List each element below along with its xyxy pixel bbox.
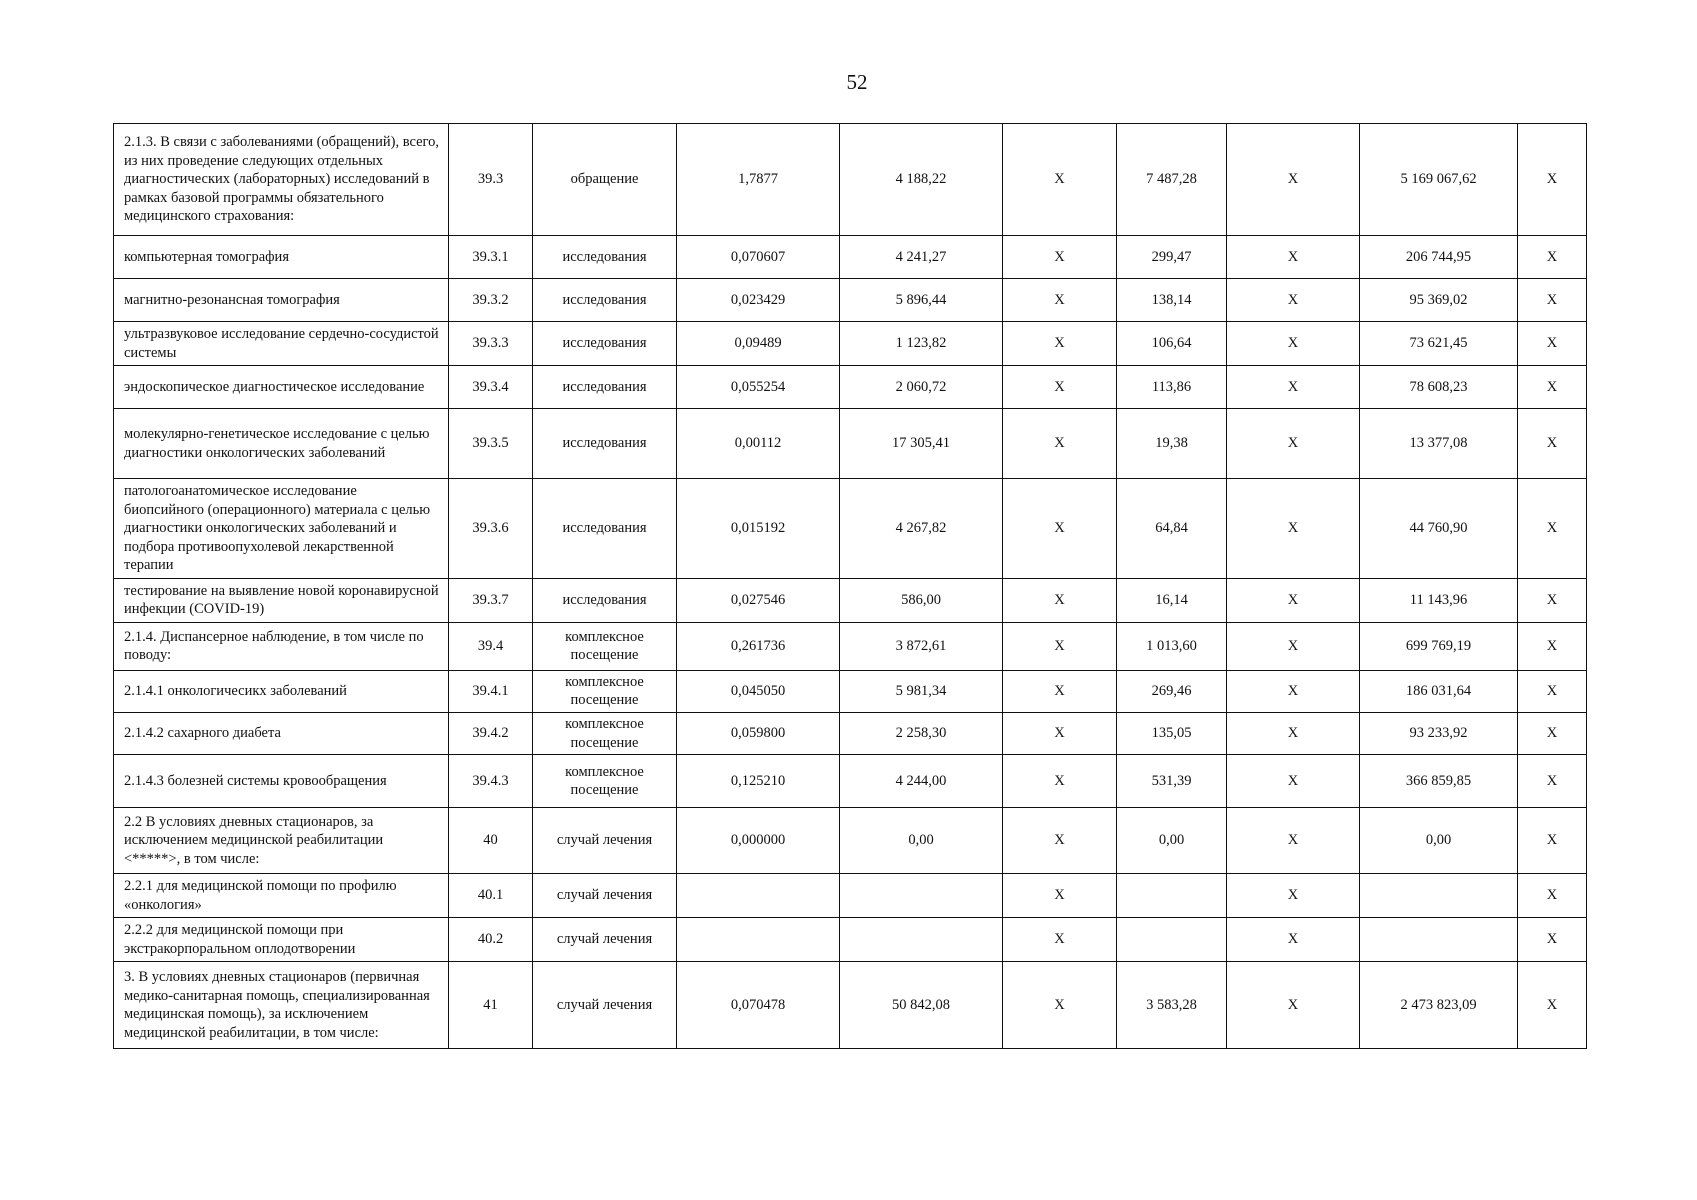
row-code: 39.3.7 (449, 578, 533, 622)
cell-col4: 0,070478 (677, 962, 840, 1049)
cell-col7: 269,46 (1117, 670, 1227, 712)
table-row (114, 713, 1587, 755)
row-unit: комплексное посещение (533, 670, 677, 712)
row-label: эндоскопическое диагностическое исследование (114, 366, 449, 409)
cell-col8: X (1227, 755, 1360, 808)
row-code: 40 (449, 808, 533, 874)
row-label: компьютерная томография (114, 236, 449, 279)
row-label: патологоанатомическое исследование биопсийного (операционного) материала с целью диагностики онкологических заболеваний и подбора противоопухолевой лекарственной терапии (114, 479, 449, 579)
cell-col10: X (1518, 670, 1587, 712)
row-label: 2.1.4.2 сахарного диабета (114, 713, 449, 755)
table-row (114, 479, 1587, 579)
cell-col4 (677, 918, 840, 962)
cell-col7: 138,14 (1117, 279, 1227, 322)
cell-col6: X (1003, 409, 1117, 479)
row-unit: исследования (533, 578, 677, 622)
cell-col6: X (1003, 918, 1117, 962)
row-label: 3. В условиях дневных стационаров (первичная медико-санитарная помощь, специализированная медицинская помощь), за исключением медицинской реабилитации, в том числе: (114, 962, 449, 1049)
cell-col8: X (1227, 622, 1360, 670)
cell-col9 (1360, 874, 1518, 918)
cell-col7 (1117, 874, 1227, 918)
cell-col9: 95 369,02 (1360, 279, 1518, 322)
cell-col9: 73 621,45 (1360, 322, 1518, 366)
cell-col4: 0,00112 (677, 409, 840, 479)
table-body (114, 124, 1587, 1049)
cell-col6: X (1003, 874, 1117, 918)
cell-col7: 135,05 (1117, 713, 1227, 755)
table-row (114, 409, 1587, 479)
cell-col8: X (1227, 578, 1360, 622)
cell-col5: 1 123,82 (840, 322, 1003, 366)
page-number: 52 (846, 70, 868, 94)
cell-col6: X (1003, 479, 1117, 579)
cell-col5: 4 244,00 (840, 755, 1003, 808)
cell-col10: X (1518, 479, 1587, 579)
row-unit: обращение (533, 124, 677, 236)
cell-col8: X (1227, 670, 1360, 712)
row-code: 39.3.1 (449, 236, 533, 279)
cell-col8: X (1227, 322, 1360, 366)
cell-col4: 1,7877 (677, 124, 840, 236)
cell-col9: 0,00 (1360, 808, 1518, 874)
cell-col5: 586,00 (840, 578, 1003, 622)
cell-col7: 299,47 (1117, 236, 1227, 279)
cell-col7: 0,00 (1117, 808, 1227, 874)
row-code: 39.3.5 (449, 409, 533, 479)
row-code: 39.4.2 (449, 713, 533, 755)
cell-col6: X (1003, 578, 1117, 622)
cell-col8: X (1227, 124, 1360, 236)
cell-col5: 17 305,41 (840, 409, 1003, 479)
row-unit: комплексное посещение (533, 713, 677, 755)
table-row (114, 366, 1587, 409)
table-row (114, 578, 1587, 622)
cell-col9: 93 233,92 (1360, 713, 1518, 755)
cell-col8: X (1227, 808, 1360, 874)
cell-col9: 366 859,85 (1360, 755, 1518, 808)
cell-col4: 0,059800 (677, 713, 840, 755)
cell-col7: 113,86 (1117, 366, 1227, 409)
cell-col5: 2 258,30 (840, 713, 1003, 755)
cell-col9: 5 169 067,62 (1360, 124, 1518, 236)
cell-col10: X (1518, 236, 1587, 279)
cell-col10: X (1518, 366, 1587, 409)
table-row (114, 279, 1587, 322)
cell-col8: X (1227, 479, 1360, 579)
row-label: 2.2.2 для медицинской помощи при экстракорпоральном оплодотворении (114, 918, 449, 962)
row-code: 41 (449, 962, 533, 1049)
row-unit: случай лечения (533, 808, 677, 874)
row-label: молекулярно-генетическое исследование с целью диагностики онкологических заболеваний (114, 409, 449, 479)
cell-col6: X (1003, 366, 1117, 409)
cell-col9: 206 744,95 (1360, 236, 1518, 279)
row-unit: исследования (533, 322, 677, 366)
cell-col7: 531,39 (1117, 755, 1227, 808)
row-code: 39.4 (449, 622, 533, 670)
cell-col5: 2 060,72 (840, 366, 1003, 409)
row-code: 39.3.3 (449, 322, 533, 366)
cell-col8: X (1227, 236, 1360, 279)
row-label: 2.1.4.3 болезней системы кровообращения (114, 755, 449, 808)
cell-col6: X (1003, 236, 1117, 279)
table-row (114, 322, 1587, 366)
cell-col4: 0,027546 (677, 578, 840, 622)
data-table (113, 123, 1587, 1049)
cell-col4: 0,09489 (677, 322, 840, 366)
cell-col9: 699 769,19 (1360, 622, 1518, 670)
row-code: 39.3.2 (449, 279, 533, 322)
table-row (114, 874, 1587, 918)
cell-col5: 4 267,82 (840, 479, 1003, 579)
cell-col10: X (1518, 918, 1587, 962)
cell-col10: X (1518, 578, 1587, 622)
cell-col7: 64,84 (1117, 479, 1227, 579)
cell-col10: X (1518, 713, 1587, 755)
cell-col4: 0,023429 (677, 279, 840, 322)
cell-col9: 2 473 823,09 (1360, 962, 1518, 1049)
row-unit: исследования (533, 279, 677, 322)
cell-col8: X (1227, 279, 1360, 322)
row-label: магнитно-резонансная томография (114, 279, 449, 322)
cell-col5: 50 842,08 (840, 962, 1003, 1049)
cell-col5: 4 241,27 (840, 236, 1003, 279)
row-label: ультразвуковое исследование сердечно-сосудистой системы (114, 322, 449, 366)
cell-col7 (1117, 918, 1227, 962)
row-label: тестирование на выявление новой коронавирусной инфекции (COVID-19) (114, 578, 449, 622)
cell-col4: 0,015192 (677, 479, 840, 579)
row-label: 2.1.4. Диспансерное наблюдение, в том числе по поводу: (114, 622, 449, 670)
row-unit: комплексное посещение (533, 755, 677, 808)
table-row (114, 918, 1587, 962)
cell-col8: X (1227, 409, 1360, 479)
cell-col9 (1360, 918, 1518, 962)
cell-col9: 44 760,90 (1360, 479, 1518, 579)
cell-col9: 13 377,08 (1360, 409, 1518, 479)
cell-col10: X (1518, 874, 1587, 918)
row-unit: случай лечения (533, 918, 677, 962)
cell-col8: X (1227, 918, 1360, 962)
row-unit: исследования (533, 409, 677, 479)
cell-col5: 5 896,44 (840, 279, 1003, 322)
cell-col5: 0,00 (840, 808, 1003, 874)
cell-col5 (840, 918, 1003, 962)
cell-col5: 4 188,22 (840, 124, 1003, 236)
cell-col4: 0,261736 (677, 622, 840, 670)
cell-col6: X (1003, 670, 1117, 712)
cell-col5: 3 872,61 (840, 622, 1003, 670)
cell-col6: X (1003, 962, 1117, 1049)
cell-col4: 0,070607 (677, 236, 840, 279)
row-label: 2.1.4.1 онкологичесикх заболеваний (114, 670, 449, 712)
cell-col10: X (1518, 755, 1587, 808)
cell-col6: X (1003, 755, 1117, 808)
row-code: 39.3.6 (449, 479, 533, 579)
cell-col8: X (1227, 366, 1360, 409)
cell-col9: 186 031,64 (1360, 670, 1518, 712)
cell-col6: X (1003, 808, 1117, 874)
cell-col7: 106,64 (1117, 322, 1227, 366)
cell-col4: 0,000000 (677, 808, 840, 874)
table-row (114, 124, 1587, 236)
row-code: 39.4.1 (449, 670, 533, 712)
cell-col6: X (1003, 124, 1117, 236)
row-unit: исследования (533, 366, 677, 409)
row-label: 2.1.3. В связи с заболеваниями (обращений), всего, из них проведение следующих отдельных диагностических (лабораторных) исследований в рамках базовой программы обязательного медицинского страхования: (114, 124, 449, 236)
cell-col8: X (1227, 713, 1360, 755)
row-code: 40.1 (449, 874, 533, 918)
row-label: 2.2 В условиях дневных стационаров, за исключением медицинской реабилитации <*****>, в том числе: (114, 808, 449, 874)
row-unit: случай лечения (533, 962, 677, 1049)
row-unit: случай лечения (533, 874, 677, 918)
row-unit: исследования (533, 479, 677, 579)
cell-col6: X (1003, 622, 1117, 670)
table-row (114, 622, 1587, 670)
cell-col4: 0,125210 (677, 755, 840, 808)
cell-col7: 16,14 (1117, 578, 1227, 622)
cell-col9: 11 143,96 (1360, 578, 1518, 622)
cell-col7: 1 013,60 (1117, 622, 1227, 670)
cell-col10: X (1518, 808, 1587, 874)
cell-col10: X (1518, 322, 1587, 366)
cell-col7: 7 487,28 (1117, 124, 1227, 236)
table-row (114, 962, 1587, 1049)
row-code: 39.3 (449, 124, 533, 236)
cell-col10: X (1518, 622, 1587, 670)
row-unit: исследования (533, 236, 677, 279)
cell-col4 (677, 874, 840, 918)
row-label: 2.2.1 для медицинской помощи по профилю «онкология» (114, 874, 449, 918)
row-code: 39.4.3 (449, 755, 533, 808)
cell-col6: X (1003, 279, 1117, 322)
cell-col9: 78 608,23 (1360, 366, 1518, 409)
cell-col5 (840, 874, 1003, 918)
table-row (114, 755, 1587, 808)
row-unit: комплексное посещение (533, 622, 677, 670)
row-code: 40.2 (449, 918, 533, 962)
table-row (114, 670, 1587, 712)
cell-col10: X (1518, 409, 1587, 479)
cell-col7: 19,38 (1117, 409, 1227, 479)
cell-col6: X (1003, 322, 1117, 366)
cell-col5: 5 981,34 (840, 670, 1003, 712)
cell-col8: X (1227, 874, 1360, 918)
table-row (114, 808, 1587, 874)
cell-col10: X (1518, 279, 1587, 322)
cell-col7: 3 583,28 (1117, 962, 1227, 1049)
cell-col10: X (1518, 962, 1587, 1049)
cell-col6: X (1003, 713, 1117, 755)
row-code: 39.3.4 (449, 366, 533, 409)
cell-col4: 0,055254 (677, 366, 840, 409)
cell-col4: 0,045050 (677, 670, 840, 712)
cell-col10: X (1518, 124, 1587, 236)
cell-col8: X (1227, 962, 1360, 1049)
table-row (114, 236, 1587, 279)
